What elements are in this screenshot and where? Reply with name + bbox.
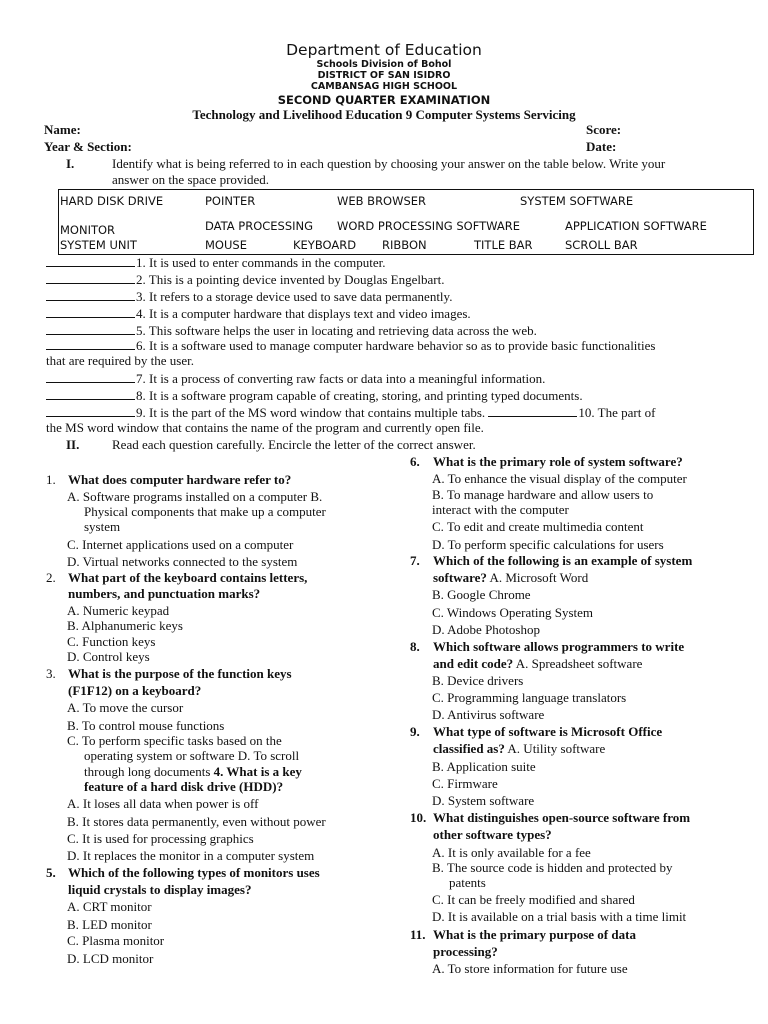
subject-title: Technology and Livelihood Education 9 Computer Systems Servicing [192, 107, 576, 122]
id-item-1: 1. It is used to enter commands in the computer. [46, 254, 385, 271]
division-line: Schools Division of Bohol [316, 59, 452, 70]
q6-option-b-cont: interact with the computer [432, 502, 569, 517]
q10-number: 10. [410, 810, 427, 825]
q9-option-a[interactable]: A. Utility software [507, 741, 606, 756]
q7-option-c[interactable]: C. Windows Operating System [432, 605, 594, 620]
q3-option-d[interactable]: through long documents 4. What is a key [84, 764, 302, 779]
id-item-5: 5. This software helps the user in locating and retrieving data across the web. [46, 322, 537, 339]
q9-stem: What type of software is Microsoft Office [433, 724, 663, 739]
answer-blank[interactable] [46, 271, 135, 284]
q4-option-d[interactable]: D. It replaces the monitor in a computer system [67, 848, 315, 863]
q2-stem-cont: numbers, and punctuation marks? [68, 586, 261, 601]
q9-option-b[interactable]: B. Application suite [432, 759, 536, 774]
q10-option-d[interactable]: D. It is available on a trial basis with a time limit [432, 909, 687, 924]
part2-numeral: II. [66, 437, 80, 452]
q9-option-d[interactable]: D. System software [432, 793, 535, 808]
q1-option-c[interactable]: C. Internet applications used on a computer [67, 537, 294, 552]
answer-blank[interactable] [46, 322, 135, 335]
q7-option-a[interactable]: A. Microsoft Word [489, 570, 589, 585]
q10-option-b[interactable]: B. The source code is hidden and protected by [432, 860, 673, 875]
q4-lead: 4. What is a key [213, 764, 302, 779]
q6-number: 6. [410, 454, 420, 469]
q3-option-a[interactable]: A. To move the cursor [67, 700, 184, 715]
choice-title-bar: TITLE BAR [474, 238, 533, 252]
q2-option-c[interactable]: C. Function keys [67, 634, 156, 649]
choice-scroll-bar: SCROLL BAR [565, 238, 638, 252]
q4-option-a[interactable]: A. It loses all data when power is off [67, 796, 259, 811]
q1-option-b-cont: system [84, 519, 121, 534]
q10-stem-cont: other software types? [433, 827, 552, 842]
q5-option-a[interactable]: A. CRT monitor [67, 899, 152, 914]
q9-option-c[interactable]: C. Firmware [432, 776, 498, 791]
choice-system-unit: SYSTEM UNIT [60, 238, 137, 252]
part1-instruction: Identify what is being referred to in each question by choosing your answer on the table below. Write your [112, 156, 666, 171]
q5-number: 5. [46, 865, 56, 880]
q7-option-b[interactable]: B. Google Chrome [432, 587, 531, 602]
district-line: DISTRICT OF SAN ISIDRO [317, 70, 451, 81]
id-item-8: 8. It is a software program capable of creating, storing, and printing typed documents. [46, 387, 583, 404]
q10-option-b-cont: patents [449, 875, 486, 890]
q10-option-a[interactable]: A. It is only available for a fee [432, 845, 591, 860]
q3-option-c-cont: operating system or software D. To scroll [84, 748, 300, 763]
answer-blank[interactable] [46, 288, 135, 301]
org-title: Department of Education [286, 41, 482, 59]
q11-option-a[interactable]: A. To store information for future use [432, 961, 628, 976]
q8-stem: Which software allows programmers to write [433, 639, 685, 654]
date-label: Date: [586, 139, 617, 154]
q6-option-a[interactable]: A. To enhance the visual display of the computer [432, 471, 687, 486]
q3-stem-cont: (F1F12) on a keyboard? [68, 683, 202, 698]
q4-option-b[interactable]: B. It stores data permanently, even without power [67, 814, 326, 829]
id-item-3: 3. It refers to a storage device used to save data permanently. [46, 288, 452, 305]
q4-option-c[interactable]: C. It is used for processing graphics [67, 831, 254, 846]
q6-option-d[interactable]: D. To perform specific calculations for users [432, 537, 664, 552]
id-item-9: 9. It is the part of the MS word window that contains multiple tabs. 10. The part of [46, 404, 655, 421]
q3-number: 3. [46, 666, 56, 681]
q8-option-a[interactable]: A. Spreadsheet software [515, 656, 643, 671]
q8-option-b[interactable]: B. Device drivers [432, 673, 524, 688]
answer-blank[interactable] [46, 337, 135, 350]
q2-stem: What part of the keyboard contains letters, [68, 570, 308, 585]
q8-option-d[interactable]: D. Antivirus software [432, 707, 545, 722]
q5-option-d[interactable]: D. LCD monitor [67, 951, 154, 966]
q5-option-c[interactable]: C. Plasma monitor [67, 933, 165, 948]
q6-option-b[interactable]: B. To manage hardware and allow users to [432, 487, 654, 502]
q6-option-c[interactable]: C. To edit and create multimedia content [432, 519, 644, 534]
answer-choices-table [58, 189, 754, 255]
name-label: Name: [44, 122, 81, 137]
q11-stem: What is the primary purpose of data [433, 927, 636, 942]
q1-number: 1. [46, 472, 56, 487]
q7-stem-cont: software? A. Microsoft Word [433, 570, 589, 585]
choice-hard-disk-drive: HARD DISK DRIVE [60, 194, 164, 208]
q9-stem-cont: classified as? A. Utility software [433, 741, 606, 756]
school-line: CAMBANSAG HIGH SCHOOL [310, 81, 458, 92]
choice-data-processing: DATA PROCESSING [205, 219, 314, 233]
exam-title: SECOND QUARTER EXAMINATION [277, 93, 491, 107]
choice-application-software: APPLICATION SOFTWARE [565, 219, 707, 233]
q1-option-b[interactable]: Physical components that make up a computer [84, 504, 326, 519]
choice-system-software: SYSTEM SOFTWARE [520, 194, 634, 208]
id-item-10-cont: the MS word window that contains the name of the program and currently open file. [46, 420, 484, 435]
q5-option-b[interactable]: B. LED monitor [67, 917, 152, 932]
section-label: Year & Section: [44, 139, 132, 154]
q11-stem-cont: processing? [433, 944, 498, 959]
q9-number: 9. [410, 724, 420, 739]
answer-blank[interactable] [488, 404, 577, 417]
q1-stem: What does computer hardware refer to? [68, 472, 292, 487]
q7-number: 7. [410, 553, 420, 568]
q1-option-a[interactable]: A. Software programs installed on a computer B. [67, 489, 323, 504]
part1-numeral: I. [66, 156, 75, 171]
q5-stem-cont: liquid crystals to display images? [68, 882, 252, 897]
choice-keyboard: KEYBOARD [293, 238, 357, 252]
part2-instruction: Read each question carefully. Encircle the letter of the correct answer. [112, 437, 476, 452]
q3-option-b[interactable]: B. To control mouse functions [67, 718, 225, 733]
q4-stem: feature of a hard disk drive (HDD)? [84, 779, 284, 794]
id-item-4: 4. It is a computer hardware that displays text and video images. [46, 305, 471, 322]
q8-option-c[interactable]: C. Programming language translators [432, 690, 627, 705]
choice-ribbon: RIBBON [382, 238, 427, 252]
q2-option-a[interactable]: A. Numeric keypad [67, 603, 170, 618]
id-item-7: 7. It is a process of converting raw facts or data into a meaningful information. [46, 370, 545, 387]
q7-stem: Which of the following is an example of system [433, 553, 693, 568]
choice-mouse: MOUSE [205, 238, 247, 252]
answer-blank[interactable] [46, 254, 135, 267]
q3-stem: What is the purpose of the function keys [68, 666, 292, 681]
id-item-6-cont: that are required by the user. [46, 353, 194, 368]
id-item-6: 6. It is a software used to manage computer hardware behavior so as to provide basic functionalities [46, 337, 655, 354]
score-label: Score: [586, 122, 622, 137]
q6-stem: What is the primary role of system software? [433, 454, 683, 469]
answer-blank[interactable] [46, 404, 135, 417]
q11-number: 11. [410, 927, 426, 942]
choice-web-browser: WEB BROWSER [337, 194, 427, 208]
part1-instruction-cont: answer on the space provided. [112, 172, 270, 187]
choice-pointer: POINTER [205, 194, 256, 208]
q1-option-d[interactable]: D. Virtual networks connected to the system [67, 554, 298, 569]
q5-stem: Which of the following types of monitors uses [68, 865, 320, 880]
q2-option-b[interactable]: B. Alphanumeric keys [67, 618, 183, 633]
answer-blank[interactable] [46, 370, 135, 383]
id-item-2: 2. This is a pointing device invented by Douglas Engelbart. [46, 271, 444, 288]
q8-number: 8. [410, 639, 420, 654]
answer-blank[interactable] [46, 387, 135, 400]
q3-option-c[interactable]: C. To perform specific tasks based on the [67, 733, 282, 748]
q7-option-d[interactable]: D. Adobe Photoshop [432, 622, 540, 637]
q8-stem-cont: and edit code? A. Spreadsheet software [433, 656, 643, 671]
q10-option-c[interactable]: C. It can be freely modified and shared [432, 892, 635, 907]
q10-stem: What distinguishes open-source software from [433, 810, 691, 825]
answer-blank[interactable] [46, 305, 135, 318]
q2-option-d[interactable]: D. Control keys [67, 649, 150, 664]
choice-word-processing-software: WORD PROCESSING SOFTWARE [337, 219, 521, 233]
q2-number: 2. [46, 570, 56, 585]
choice-monitor: MONITOR [60, 223, 116, 237]
